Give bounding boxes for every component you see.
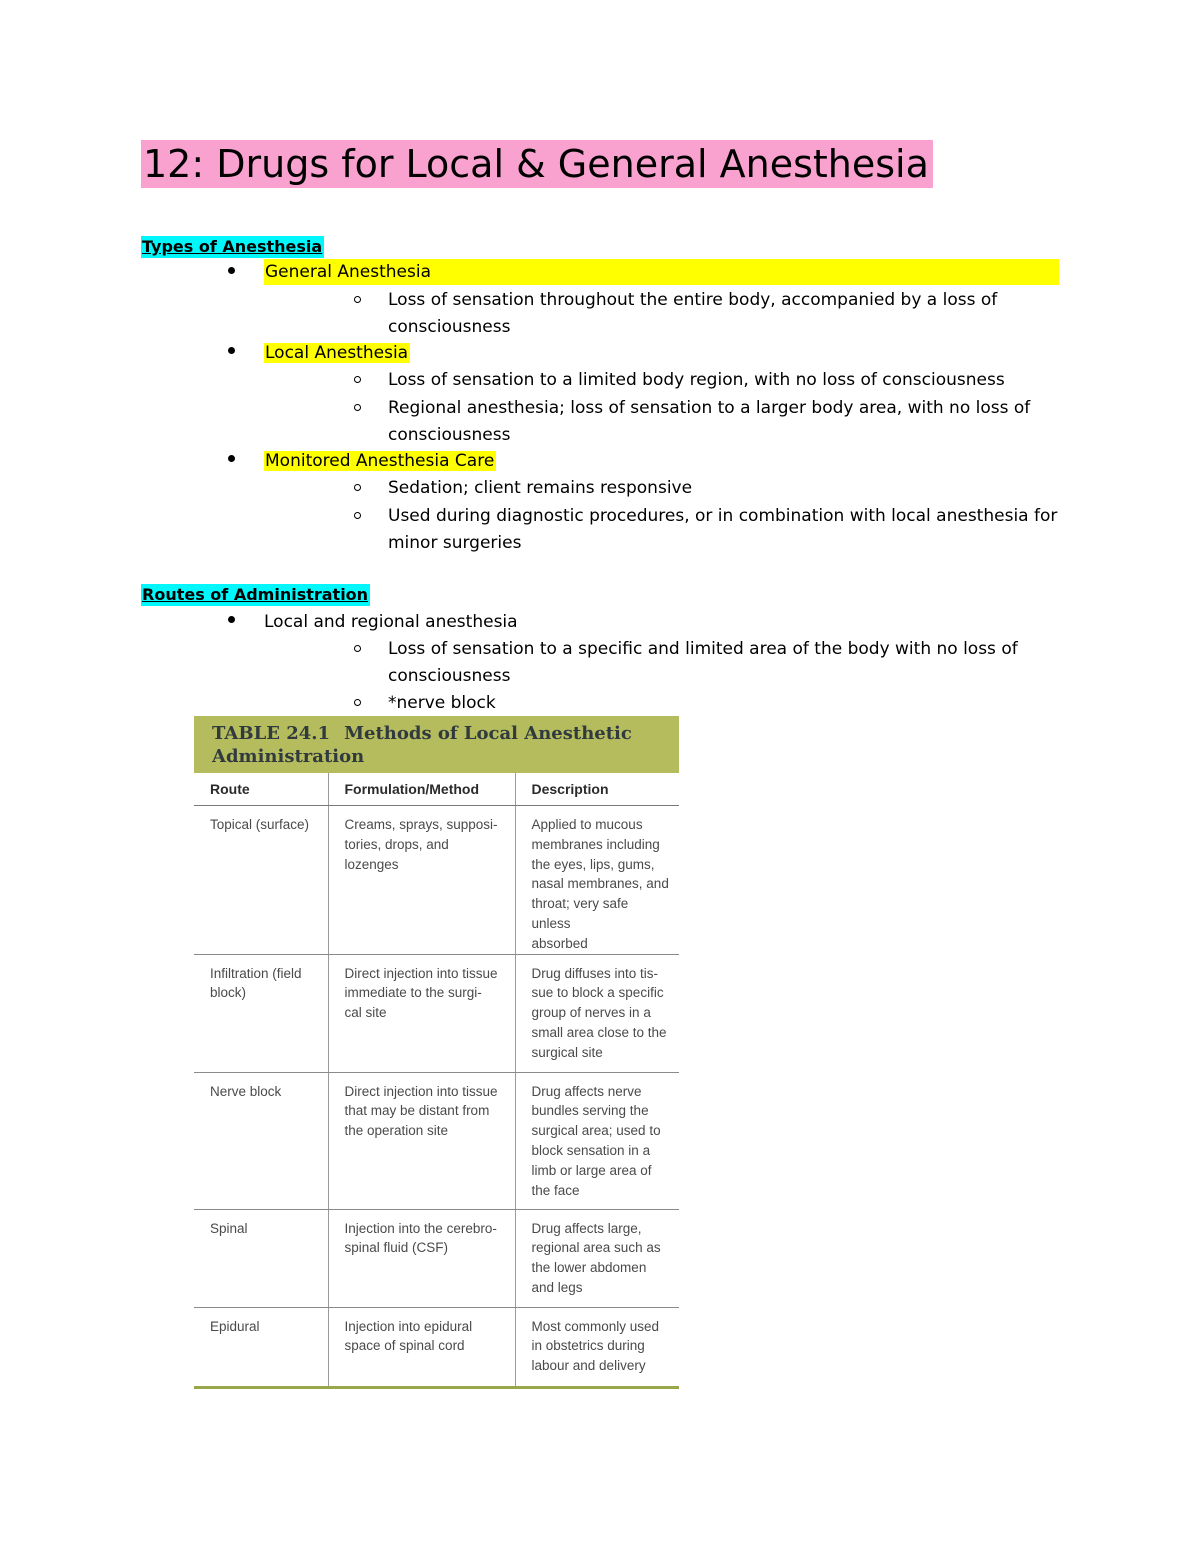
column-header-method: Formulation/Method	[328, 773, 515, 806]
table-cell: Drug diffuses into tis- sue to block a specific group of nerves in a small area close to the surgical site	[515, 954, 679, 1072]
bullet-icon	[228, 267, 235, 274]
table-row	[194, 806, 679, 955]
table-cell: Injection into epidural space of spinal cord	[328, 1307, 515, 1387]
list-item-monitored-care	[264, 448, 496, 474]
table-row	[194, 954, 679, 1072]
list-item-general-anesthesia: General Anesthesia	[264, 259, 1059, 285]
bullet-icon	[228, 616, 235, 623]
column-header-route: Route	[194, 773, 328, 806]
table-cell: Direct injection into tissue immediate to the surgi- cal site	[328, 954, 515, 1072]
sub-item-general-1: Loss of sensation throughout the entire body, accompanied by a loss of consciousness	[388, 290, 998, 337]
table-cell: Most commonly used in obstetrics during labour and delivery	[515, 1307, 679, 1387]
table-row	[194, 1209, 679, 1307]
table-cell: Spinal	[194, 1209, 328, 1307]
circle-bullet-icon	[354, 376, 361, 383]
sub-item-routes-1: Loss of sensation to a specific and limited area of the body with no loss of consciousness	[388, 639, 1018, 686]
section-heading-routes: Routes of Administration	[142, 585, 369, 604]
methods-table	[194, 773, 679, 1389]
circle-bullet-icon	[354, 645, 361, 652]
table-cell: Creams, sprays, supposi- tories, drops, and lozenges	[328, 806, 515, 955]
table-cell: Drug affects nerve bundles serving the surgical area; used to block sensation in a limb or large area of the face	[515, 1072, 679, 1209]
table-cell: Infiltration (field block)	[194, 954, 328, 1072]
table-caption	[194, 716, 679, 773]
table-header-row	[194, 773, 679, 806]
circle-bullet-icon	[354, 699, 361, 706]
list-item-label: Monitored Anesthesia Care	[265, 451, 495, 471]
page-title: 12: Drugs for Local & General Anesthesia	[141, 140, 933, 188]
table-cell: Drug affects large, regional area such as the lower abdomen and legs	[515, 1209, 679, 1307]
list-item-local-anesthesia	[264, 340, 410, 366]
section-heading-types: Types of Anesthesia	[142, 237, 323, 256]
table-cell: Injection into the cerebro- spinal fluid (CSF)	[328, 1209, 515, 1307]
circle-bullet-icon	[354, 296, 361, 303]
sub-item-routes-2: *nerve block	[388, 693, 496, 713]
list-item-local-regional: Local and regional anesthesia	[264, 612, 518, 632]
bullet-icon	[228, 347, 235, 354]
sub-item-local-1: Loss of sensation to a limited body region, with no loss of consciousness	[388, 370, 1005, 390]
bullet-icon	[228, 455, 235, 462]
table-number: TABLE 24.1	[212, 723, 331, 744]
circle-bullet-icon	[354, 484, 361, 491]
sub-item-monitored-1: Sedation; client remains responsive	[388, 478, 693, 498]
circle-bullet-icon	[354, 512, 361, 519]
table-cell: Direct injection into tissue that may be distant from the operation site	[328, 1072, 515, 1209]
table-row	[194, 1072, 679, 1209]
table-cell: Applied to mucous membranes including the eyes, lips, gums, nasal membranes, and throat; very safe unless absorbed	[515, 806, 679, 955]
table-cell: Nerve block	[194, 1072, 328, 1209]
column-header-description: Description	[515, 773, 679, 806]
sub-item-monitored-2: Used during diagnostic procedures, or in combination with local anesthesia for minor surgeries	[388, 506, 1058, 553]
circle-bullet-icon	[354, 404, 361, 411]
table-title-line1: Methods of Local Anesthetic	[344, 723, 632, 744]
table-cell: Epidural	[194, 1307, 328, 1387]
table-row	[194, 1307, 679, 1387]
table-cell: Topical (surface)	[194, 806, 328, 955]
sub-item-local-2: Regional anesthesia; loss of sensation to a larger body area, with no loss of consciousness	[388, 398, 1031, 445]
table-title-line2: Administration	[212, 746, 365, 767]
table-figure	[194, 716, 679, 1389]
list-item-label: Local Anesthesia	[265, 343, 409, 363]
